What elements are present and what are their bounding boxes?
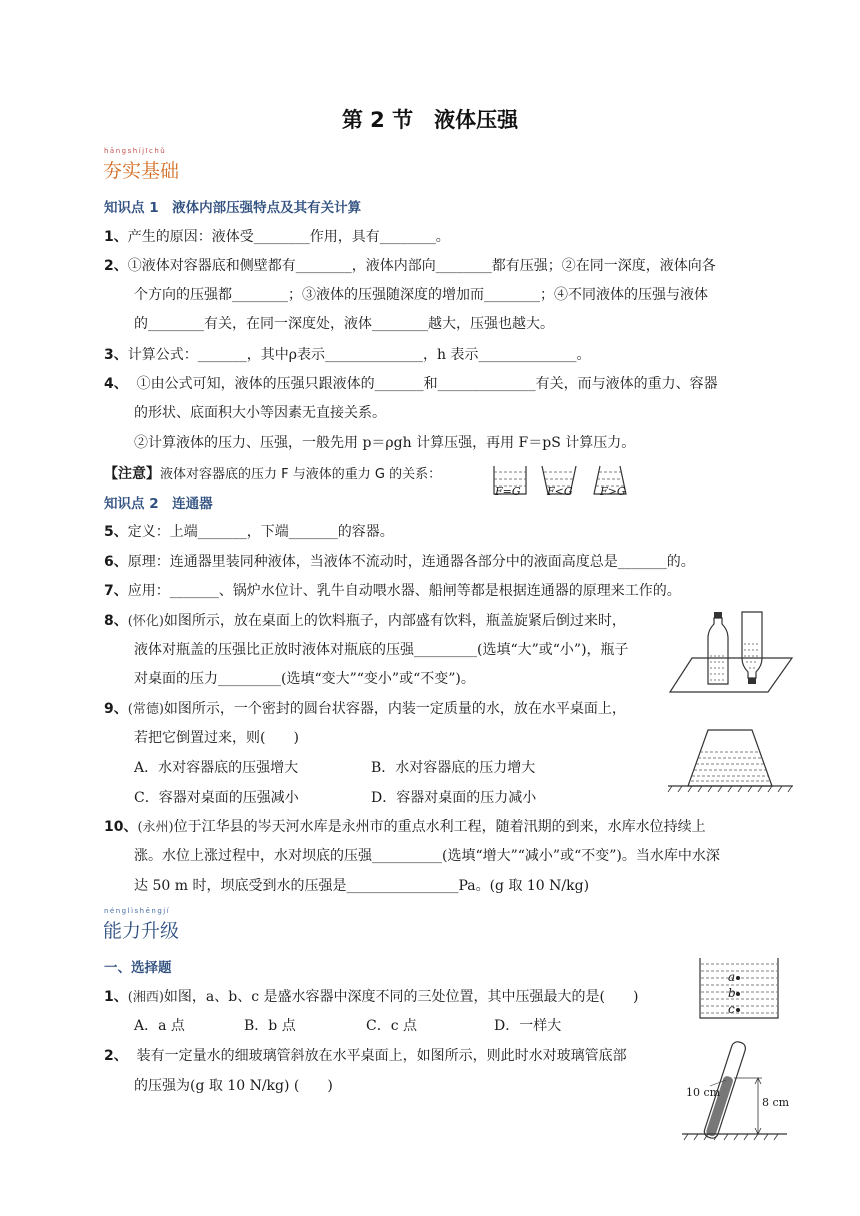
option-9b: B．水对容器底的压力增大 xyxy=(371,760,536,776)
question-8-line2: 液体对瓶盖的压强比正放时液体对瓶底的压强_________(选填“大”或“小”)，瓶子 xyxy=(134,642,629,658)
question-7: 7、应用：_______、锅炉水位计、乳牛自动喂水器、船闸等都是根据连通器的原理来工作的。 xyxy=(104,583,681,599)
section1-pinyin: hāngshíjīchǔ xyxy=(104,147,167,155)
cup-label-3: F>G xyxy=(600,485,626,498)
question-2-line3: 的________有关，在同一深度处，液体________越大，压强也越大。 xyxy=(134,316,554,332)
question-4-line3: ②计算液体的压力、压强，一般先用 p＝ρgh 计算压强，再用 F＝pS 计算压力。 xyxy=(134,435,636,451)
question-10-line2: 涨。水位上涨过程中，水对坝底的压强__________(选填“增大”“减小”或“不变”)。当水库中水深 xyxy=(134,848,720,864)
cup-label-1: F=G xyxy=(495,485,521,498)
water-container-figure xyxy=(698,956,780,1022)
page-title: 第 2 节 液体压强 xyxy=(341,108,519,132)
cone-container-figure xyxy=(668,724,793,794)
section2-subheading: 一、选择题 xyxy=(104,960,172,976)
section2-pinyin: nénglìshēngjí xyxy=(104,907,171,915)
cup-label-2: F<G xyxy=(547,485,573,498)
water-height-label: 8 cm xyxy=(762,1096,790,1109)
question-4-line2: 的形状、底面积大小等因素无直接关系。 xyxy=(134,405,386,421)
point-c-label: c xyxy=(728,1002,735,1016)
point-b-label: b xyxy=(728,986,736,1000)
question-2: 2、①液体对容器底和侧壁都有________，液体内部向________都有压强；②在同一深度，液体向各 xyxy=(104,258,716,274)
option-a1d: D．一样大 xyxy=(494,1018,562,1034)
question-8-line3: 对桌面的压力_________(选填“变大”“变小”或“不变”)。 xyxy=(134,671,475,687)
question-2-line2: 个方向的压强都________；③液体的压强随深度的增加而________；④不同液体的压强与液体 xyxy=(134,287,708,303)
question-10-line3: 达 50 m 时，坝底受到水的压强是________________Pa。(g 取 10 N/kg) xyxy=(134,878,590,894)
question-9-line2: 若把它倒置过来，则( ) xyxy=(134,730,299,746)
section2-heading: 能力升级 xyxy=(103,920,180,942)
question-6: 6、原理：连通器里装同种液体，当液体不流动时，连通器各部分中的液面高度总是_______的。 xyxy=(104,554,695,570)
knowledge-point-1: 知识点 1 液体内部压强特点及其有关计算 xyxy=(104,200,362,216)
option-9a: A．水对容器底的压强增大 xyxy=(134,760,299,776)
question-1: 1、产生的原因：液体受________作用，具有________。 xyxy=(104,229,450,245)
ability-question-2: 2、 装有一定量水的细玻璃管斜放在水平桌面上，如图所示，则此时水对玻璃管底部 xyxy=(104,1048,627,1064)
question-4: 4、 ①由公式可知，液体的压强只跟液体的_______和______________有关，而与液体的重力、容器 xyxy=(104,376,718,392)
point-a-label: a xyxy=(728,970,736,984)
bottles-figure xyxy=(668,606,793,698)
ability-question-1: 1、(湘西)如图，a、b、c 是盛水容器中深度不同的三处位置，其中压强最大的是( ) xyxy=(104,989,639,1005)
option-a1a: A．a 点 xyxy=(134,1018,185,1034)
question-10: 10、(永州)位于江华县的岑天河水库是永州市的重点水利工程，随着汛期的到来，水库水位持续上 xyxy=(104,819,706,835)
question-3: 3、计算公式：_______，其中ρ表示______________，h 表示______________。 xyxy=(104,347,591,363)
option-a1c: C．c 点 xyxy=(366,1018,418,1034)
note: 【注意】液体对容器底的压力 F 与液体的重力 G 的关系： xyxy=(104,466,442,482)
question-9: 9、(常德)如图所示，一个密封的圆台状容器，内装一定质量的水，放在水平桌面上， xyxy=(104,701,626,717)
question-8: 8、(怀化)如图所示，放在桌面上的饮料瓶子，内部盛有饮料，瓶盖旋紧后倒过来时， xyxy=(104,613,626,629)
tube-length-label: 10 cm xyxy=(686,1086,721,1099)
option-9d: D．容器对桌面的压力减小 xyxy=(371,790,537,806)
ability-question-2-line2: 的压强为(g 取 10 N/kg) ( ) xyxy=(134,1078,333,1094)
question-5: 5、定义：上端_______，下端_______的容器。 xyxy=(104,524,394,540)
option-9c: C．容器对桌面的压强减小 xyxy=(134,790,299,806)
section1-heading: 夯实基础 xyxy=(103,160,180,182)
option-a1b: B．b 点 xyxy=(244,1018,296,1034)
knowledge-point-2: 知识点 2 连通器 xyxy=(104,496,213,512)
